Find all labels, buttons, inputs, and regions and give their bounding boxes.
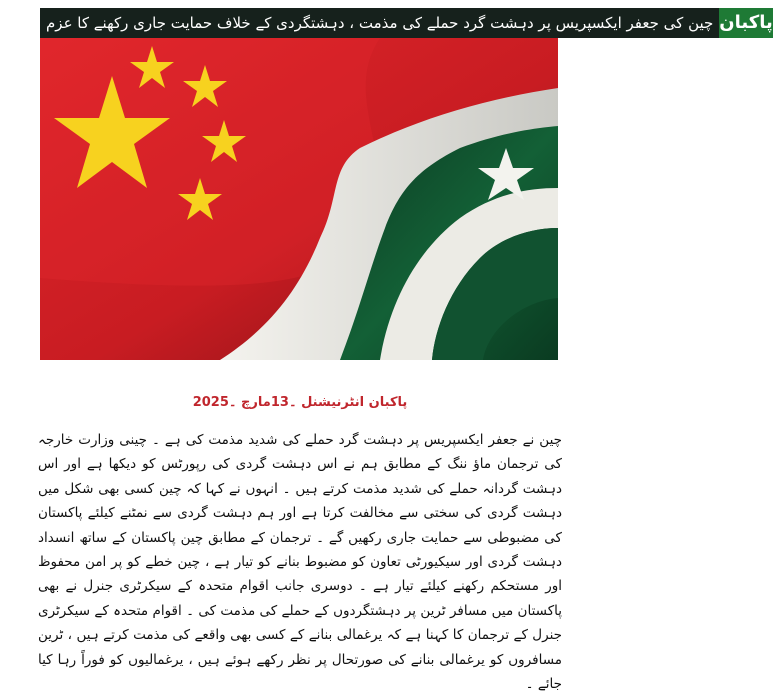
flags-image <box>40 38 558 360</box>
brand-logo: پاکبان <box>719 8 772 38</box>
headline: چین کی جعفر ایکسپریس پر دہشت گرد حملے کی مذمت ، دہشتگردی کے خلاف حمایت جاری رکھنے کا عزم <box>40 8 719 38</box>
hero-image <box>40 38 558 360</box>
dateline: پاکبان انٹرنیشنل ۔13مارچ ۔2025 <box>192 395 408 410</box>
article-body: چین نے جعفر ایکسپریس پر دہشت گرد حملے کی شدید مذمت کی ہے ۔ چینی وزارت خارجہ کی ترجمان ماؤ ننگ کے مطابق ہم نے اس دہشت گردی کی رپورٹس کو دیکھا ہے اور اس دہشت گردانہ حملے کی شدید مذمت کرتے ہیں ۔ انہوں نے کہا کہ چین کسی بھی شکل میں دہشت گردی کی سختی سے مخالفت کرتا ہے اور ہم دہشت گردی سے نمٹنے کیلئے پاکستان کی مضبوطی سے حمایت جاری رکھیں گے ۔ ترجمان کے مطابق چین پاکستان کے ساتھ انسداد دہشت گردی اور سیکیورٹی تعاون کو مضبوط بنانے کو تیار ہے ، چین خطے کو پر امن محفوظ اور مستحکم رکھنے کیلئے تیار ہے ۔ دوسری جانب اقوام متحدہ کے سیکرٹری جنرل نے بھی پاکستان میں مسافر ٹرین پر دہشتگردوں کے حملے کی مذمت کی ۔ اقوام متحدہ کے سیکرٹری جنرل کے ترجمان کا کہنا ہے کہ یرغمالی بنانے کے کسی بھی واقعے کی مذمت کرتے ہیں ، ٹرین مسافروں کو یرغمالی بنانے کی صورتحال پر نظر رکھے ہوئے ہیں ، یرغمالیوں کو فوراً رہا کیا جائے ۔ <box>38 432 562 693</box>
article-header <box>40 8 773 38</box>
